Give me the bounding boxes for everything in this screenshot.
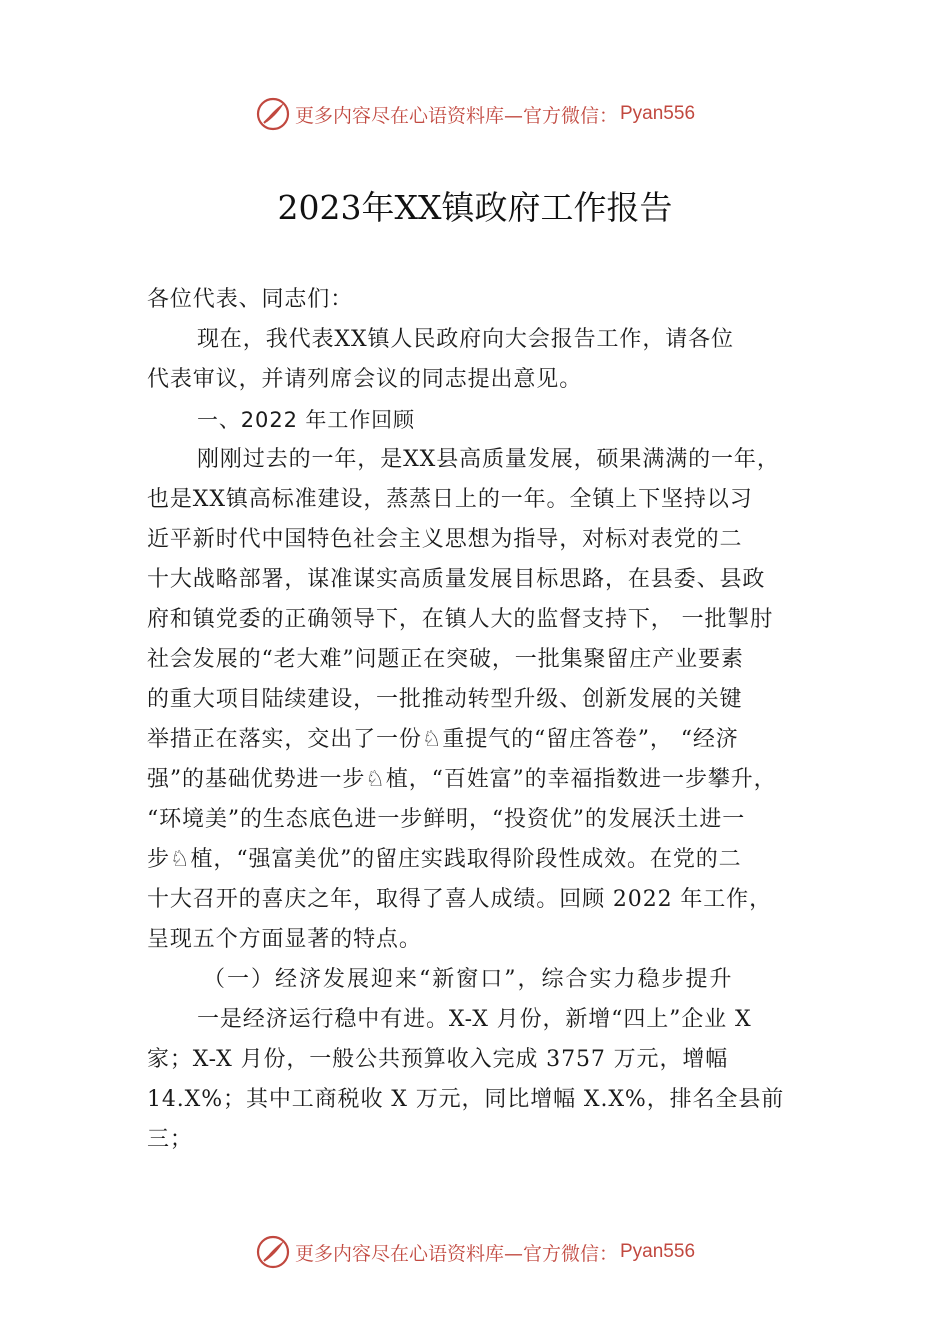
section-heading: 一、2022 年工作回顾	[197, 408, 415, 432]
intro-line: 代表审议，并请列席会议的同志提出意见。	[147, 367, 583, 392]
paragraph-line: 家；X-X 月份，一般公共预算收入完成 3757 万元，增幅	[147, 1047, 729, 1072]
paragraph-line: 呈现五个方面显著的特点。	[147, 927, 422, 952]
quill-seal-icon	[255, 1234, 291, 1270]
paragraph-line: 也是XX镇高标准建设，蒸蒸日上的一年。全镇上下坚持以习	[147, 487, 753, 512]
paragraph-line: 十大战略部署，谋准谋实高质量发展目标思路，在县委、县政	[147, 567, 766, 592]
paragraph-line: “环境美”的生态底色进一步鲜明，“投资优”的发展沃土进一	[147, 807, 746, 832]
paragraph-line: 一是经济运行稳中有进。X-X 月份，新增“四上”企业 X	[197, 1007, 752, 1032]
subsection-heading: （一）经济发展迎来“新窗口”，综合实力稳步提升	[203, 967, 734, 992]
watermark-banner-bottom	[0, 1230, 950, 1274]
paragraph-line: 十大召开的喜庆之年，取得了喜人成绩。回顾 2022 年工作，	[147, 887, 772, 912]
intro-line: 现在，我代表XX镇人民政府向大会报告工作，请各位	[197, 327, 734, 352]
document-body	[147, 280, 827, 1160]
watermark-wechat-id: Pyan556	[620, 103, 696, 124]
quill-seal-icon	[255, 96, 291, 132]
document-title: 2023年XX镇政府工作报告	[277, 188, 673, 227]
paragraph-line: 强”的基础优势进一步♘植，“百姓富”的幸福指数进一步攀升，	[147, 767, 777, 792]
watermark-text: 更多内容尽在心语资料库—官方微信：	[294, 104, 618, 127]
watermark-banner-top	[0, 92, 950, 136]
paragraph-line: 刚刚过去的一年，是XX县高质量发展，硕果满满的一年，	[197, 447, 780, 472]
paragraph-line: 近平新时代中国特色社会主义思想为指导，对标对表党的二	[147, 527, 743, 552]
paragraph-line: 府和镇党委的正确领导下，在镇人大的监督支持下， 一批掣肘	[147, 607, 774, 632]
paragraph-line: 的重大项目陆续建设，一批推动转型升级、创新发展的关键	[147, 687, 743, 712]
salutation: 各位代表、同志们：	[147, 287, 354, 312]
paragraph-line: 14.X%；其中工商税收 X 万元，同比增幅 X.X%，排名全县前	[147, 1087, 785, 1112]
paragraph-line: 社会发展的“老大难”问题正在突破，一批集聚留庄产业要素	[147, 647, 744, 672]
paragraph-line: 步♘植，“强富美优”的留庄实践取得阶段性成效。在党的二	[147, 847, 742, 872]
paragraph-line: 举措正在落实，交出了一份♘重提气的“留庄答卷”， “经济	[147, 727, 739, 752]
watermark-text: 更多内容尽在心语资料库—官方微信：	[294, 1242, 618, 1265]
paragraph-line: 三；	[147, 1127, 193, 1152]
watermark-wechat-id: Pyan556	[620, 1241, 696, 1262]
